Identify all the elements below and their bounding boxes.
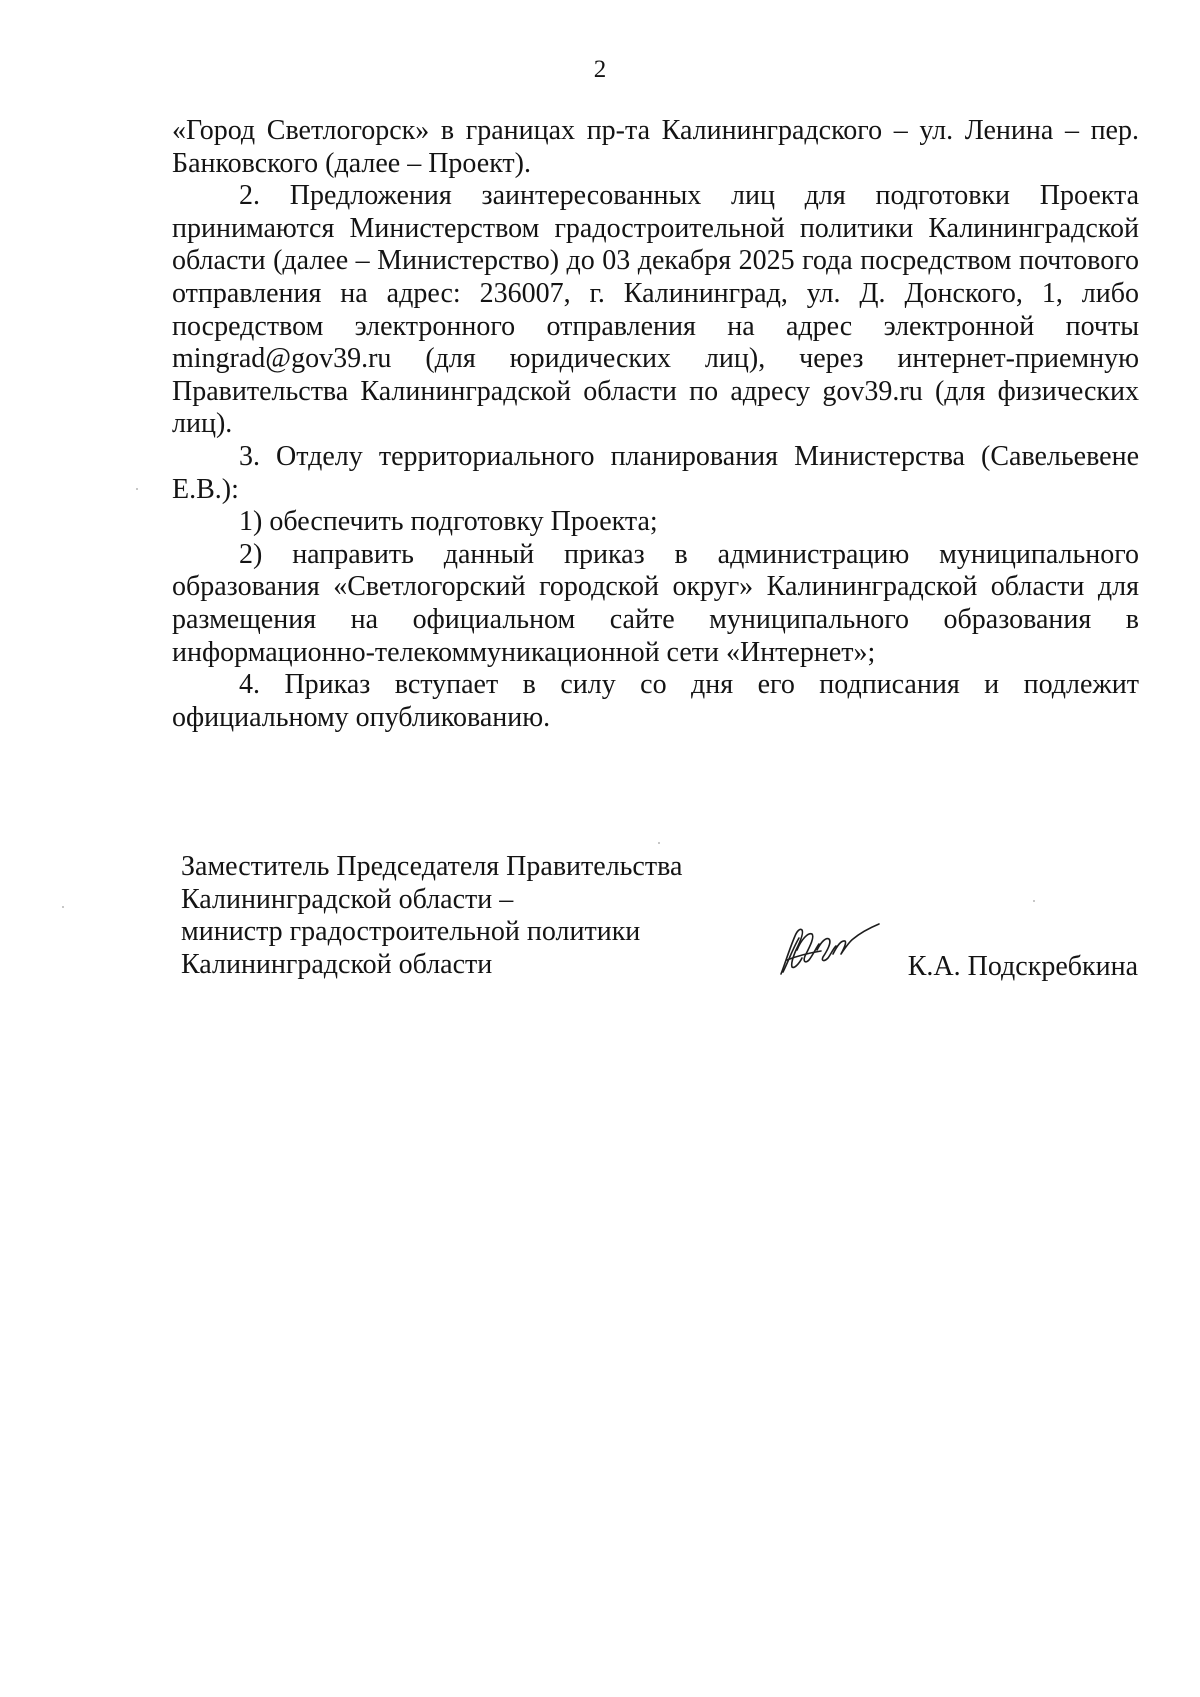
paragraph-item-2-proposals: 2. Предложения заинтересованных лиц для подготовки Проекта принимаются Министерством градостроительной политики Калининградской области (далее – Министерство) до 03 декабря 2025 года посредством почтового отправления на адрес: 236007, г. Калининград, ул. Д. Донского, 1, либо посредством электронного отправления на адрес электронной почты mingrad@gov39.ru (для юридических лиц), через интернет-приемную Правительства Калининградской области по адресу gov39.ru (для физических лиц). — [172, 180, 1139, 440]
position-line: Калининградской области – — [181, 883, 514, 915]
scan-speck — [1033, 900, 1035, 902]
position-line: Заместитель Председателя Правительства — [181, 851, 683, 882]
scan-speck — [658, 842, 660, 844]
signer-name: К.А. Подскребкина — [907, 951, 1138, 982]
position-line: Калининградской области — [181, 948, 493, 980]
scan-speck — [136, 488, 138, 490]
page-number: 2 — [593, 56, 607, 83]
position-line: министр градостроительной политики — [181, 916, 641, 948]
paragraph-subitem-1: 1) обеспечить подготовку Проекта; — [239, 506, 658, 538]
paragraph-item-4-effect: 4. Приказ вступает в силу со дня его подписания и подлежит официальному опубликованию. — [172, 669, 1139, 733]
handwritten-signature — [775, 920, 885, 978]
paragraph-item-3-department: 3. Отделу территориального планирования Министерства (Савельевене Е.В.): — [172, 440, 1139, 505]
signatory-position — [181, 851, 682, 981]
document-body — [172, 115, 1139, 734]
scan-speck — [62, 906, 64, 908]
paragraph-subitem-2: 2) направить данный приказ в администрацию муниципального образования «Светлогорский городской округ» Калининградской области для размещения на официальном сайте муниципального образования в информационно-телекоммуникационной сети «Интернет»; — [172, 538, 1139, 668]
paragraph-project-definition: «Город Светлогорск» в границах пр-та Калининградского – ул. Ленина – пер. Банковского (далее – Проект). — [172, 115, 1139, 179]
